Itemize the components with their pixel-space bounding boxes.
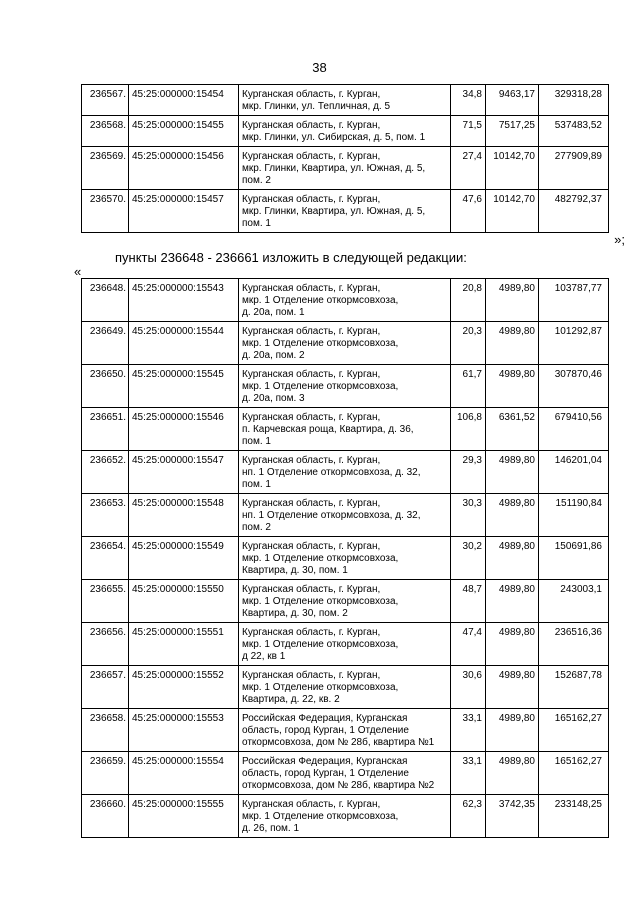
cadastral-value-cell: 537483,52 bbox=[539, 116, 609, 147]
address-line: Квартира, д. 22, кв. 2 bbox=[242, 694, 340, 705]
address-line: мкр. 1 Отделение откормсовхоза, bbox=[242, 596, 399, 607]
cadastral-number-cell: 45:25:000000:15553 bbox=[129, 709, 239, 752]
address-cell bbox=[239, 795, 451, 838]
rate-cell: 4989,80 bbox=[486, 666, 539, 709]
cadastral-number-cell: 45:25:000000:15554 bbox=[129, 752, 239, 795]
closing-quote: »; bbox=[614, 232, 625, 247]
address-line: Курганская область, г. Курган, bbox=[242, 584, 381, 595]
area-cell: 20,8 bbox=[451, 279, 486, 322]
item-number-cell: 236658. bbox=[82, 709, 129, 752]
item-number-cell: 236653. bbox=[82, 494, 129, 537]
address-line: мкр. 1 Отделение откормсовхоза, bbox=[242, 639, 399, 650]
address-line: д. 26, пом. 1 bbox=[242, 823, 300, 834]
cadastral-number-cell: 45:25:000000:15454 bbox=[129, 85, 239, 116]
cadastral-number-cell: 45:25:000000:15548 bbox=[129, 494, 239, 537]
address-line: д. 20а, пом. 2 bbox=[242, 350, 305, 361]
address-line: д 22, кв 1 bbox=[242, 651, 286, 662]
rate-cell: 3742,35 bbox=[486, 795, 539, 838]
address-line: Курганская область, г. Курган, bbox=[242, 120, 381, 131]
cadastral-number-cell: 45:25:000000:15552 bbox=[129, 666, 239, 709]
table-row bbox=[82, 365, 609, 408]
address-line: мкр. Глинки, Квартира, ул. Южная, д. 5, bbox=[242, 163, 426, 174]
area-cell: 30,3 bbox=[451, 494, 486, 537]
address-line: пом. 2 bbox=[242, 522, 271, 533]
address-cell bbox=[239, 752, 451, 795]
rate-cell: 4989,80 bbox=[486, 451, 539, 494]
rate-cell: 4989,80 bbox=[486, 709, 539, 752]
registry-table-top bbox=[81, 84, 609, 233]
area-cell: 47,6 bbox=[451, 190, 486, 233]
address-cell bbox=[239, 709, 451, 752]
address-line: д. 20а, пом. 1 bbox=[242, 307, 305, 318]
address-line: Курганская область, г. Курган, bbox=[242, 670, 381, 681]
address-cell bbox=[239, 279, 451, 322]
address-line: мкр. 1 Отделение откормсовхоза, bbox=[242, 295, 399, 306]
rate-cell: 4989,80 bbox=[486, 322, 539, 365]
rate-cell: 4989,80 bbox=[486, 494, 539, 537]
area-cell: 106,8 bbox=[451, 408, 486, 451]
address-line: нп. 1 Отделение откормсовхоза, д. 32, bbox=[242, 510, 421, 521]
rate-cell: 4989,80 bbox=[486, 537, 539, 580]
cadastral-value-cell: 243003,1 bbox=[539, 580, 609, 623]
table-row bbox=[82, 116, 609, 147]
cadastral-number-cell: 45:25:000000:15551 bbox=[129, 623, 239, 666]
item-number-cell: 236655. bbox=[82, 580, 129, 623]
cadastral-number-cell: 45:25:000000:15546 bbox=[129, 408, 239, 451]
rate-cell: 4989,80 bbox=[486, 365, 539, 408]
area-cell: 30,2 bbox=[451, 537, 486, 580]
address-line: Курганская область, г. Курган, bbox=[242, 326, 381, 337]
table-row bbox=[82, 666, 609, 709]
rate-cell: 6361,52 bbox=[486, 408, 539, 451]
address-cell bbox=[239, 451, 451, 494]
rate-cell: 9463,17 bbox=[486, 85, 539, 116]
address-cell bbox=[239, 408, 451, 451]
address-line: откормсовхоза, дом № 28б, квартира №1 bbox=[242, 737, 435, 748]
item-number-cell: 236656. bbox=[82, 623, 129, 666]
item-number-cell: 236650. bbox=[82, 365, 129, 408]
address-line: мкр. 1 Отделение откормсовхоза, bbox=[242, 682, 399, 693]
address-cell bbox=[239, 322, 451, 365]
address-line: пом. 2 bbox=[242, 175, 271, 186]
rate-cell: 4989,80 bbox=[486, 752, 539, 795]
address-line: область, город Курган, 1 Отделение bbox=[242, 768, 409, 779]
address-cell bbox=[239, 537, 451, 580]
address-line: мкр. 1 Отделение откормсовхоза, bbox=[242, 381, 399, 392]
address-cell bbox=[239, 190, 451, 233]
rate-cell: 4989,80 bbox=[486, 279, 539, 322]
table-row bbox=[82, 623, 609, 666]
cadastral-value-cell: 482792,37 bbox=[539, 190, 609, 233]
address-line: Курганская область, г. Курган, bbox=[242, 283, 381, 294]
area-cell: 34,8 bbox=[451, 85, 486, 116]
address-cell bbox=[239, 494, 451, 537]
rate-cell: 4989,80 bbox=[486, 580, 539, 623]
area-cell: 61,7 bbox=[451, 365, 486, 408]
cadastral-number-cell: 45:25:000000:15545 bbox=[129, 365, 239, 408]
item-number-cell: 236657. bbox=[82, 666, 129, 709]
table-row bbox=[82, 408, 609, 451]
address-line: Курганская область, г. Курган, bbox=[242, 369, 381, 380]
cadastral-value-cell: 103787,77 bbox=[539, 279, 609, 322]
cadastral-value-cell: 233148,25 bbox=[539, 795, 609, 838]
address-line: пом. 1 bbox=[242, 479, 271, 490]
rate-cell: 10142,70 bbox=[486, 147, 539, 190]
area-cell: 48,7 bbox=[451, 580, 486, 623]
address-line: Российская Федерация, Курганская bbox=[242, 756, 408, 767]
cadastral-value-cell: 152687,78 bbox=[539, 666, 609, 709]
rate-cell: 4989,80 bbox=[486, 623, 539, 666]
table-row bbox=[82, 451, 609, 494]
address-line: Курганская область, г. Курган, bbox=[242, 194, 381, 205]
address-line: мкр. 1 Отделение откормсовхоза, bbox=[242, 553, 399, 564]
area-cell: 30,6 bbox=[451, 666, 486, 709]
address-line: Курганская область, г. Курган, bbox=[242, 541, 381, 552]
item-number-cell: 236659. bbox=[82, 752, 129, 795]
opening-quote: « bbox=[74, 264, 82, 279]
area-cell: 33,1 bbox=[451, 709, 486, 752]
cadastral-number-cell: 45:25:000000:15456 bbox=[129, 147, 239, 190]
address-line: д. 20а, пом. 3 bbox=[242, 393, 305, 404]
area-cell: 20,3 bbox=[451, 322, 486, 365]
page-number: 38 bbox=[312, 60, 327, 75]
cadastral-number-cell: 45:25:000000:15457 bbox=[129, 190, 239, 233]
address-line: мкр. Глинки, ул. Тепличная, д. 5 bbox=[242, 101, 391, 112]
item-number-cell: 236649. bbox=[82, 322, 129, 365]
cadastral-value-cell: 165162,27 bbox=[539, 709, 609, 752]
address-line: Курганская область, г. Курган, bbox=[242, 89, 381, 100]
area-cell: 71,5 bbox=[451, 116, 486, 147]
address-cell bbox=[239, 85, 451, 116]
cadastral-number-cell: 45:25:000000:15544 bbox=[129, 322, 239, 365]
address-line: пом. 1 bbox=[242, 436, 271, 447]
cadastral-value-cell: 146201,04 bbox=[539, 451, 609, 494]
address-line: Российская Федерация, Курганская bbox=[242, 713, 408, 724]
address-line: Курганская область, г. Курган, bbox=[242, 412, 381, 423]
address-line: пом. 1 bbox=[242, 218, 271, 229]
table-row bbox=[82, 147, 609, 190]
table-row bbox=[82, 190, 609, 233]
address-cell bbox=[239, 623, 451, 666]
cadastral-value-cell: 307870,46 bbox=[539, 365, 609, 408]
address-line: область, город Курган, 1 Отделение bbox=[242, 725, 409, 736]
item-number-cell: 236570. bbox=[82, 190, 129, 233]
table-row bbox=[82, 795, 609, 838]
cadastral-value-cell: 329318,28 bbox=[539, 85, 609, 116]
table-row bbox=[82, 279, 609, 322]
amendment-instruction: пункты 236648 - 236661 изложить в следующей редакции: bbox=[115, 250, 467, 265]
rate-cell: 10142,70 bbox=[486, 190, 539, 233]
table-row bbox=[82, 85, 609, 116]
table-row bbox=[82, 494, 609, 537]
address-cell bbox=[239, 666, 451, 709]
cadastral-number-cell: 45:25:000000:15549 bbox=[129, 537, 239, 580]
cadastral-value-cell: 101292,87 bbox=[539, 322, 609, 365]
cadastral-number-cell: 45:25:000000:15547 bbox=[129, 451, 239, 494]
item-number-cell: 236652. bbox=[82, 451, 129, 494]
item-number-cell: 236569. bbox=[82, 147, 129, 190]
table-row bbox=[82, 709, 609, 752]
address-cell bbox=[239, 147, 451, 190]
cadastral-value-cell: 277909,89 bbox=[539, 147, 609, 190]
area-cell: 27,4 bbox=[451, 147, 486, 190]
rate-cell: 7517,25 bbox=[486, 116, 539, 147]
cadastral-number-cell: 45:25:000000:15550 bbox=[129, 580, 239, 623]
table-row bbox=[82, 322, 609, 365]
item-number-cell: 236660. bbox=[82, 795, 129, 838]
area-cell: 47,4 bbox=[451, 623, 486, 666]
cadastral-number-cell: 45:25:000000:15543 bbox=[129, 279, 239, 322]
address-line: Курганская область, г. Курган, bbox=[242, 498, 381, 509]
area-cell: 62,3 bbox=[451, 795, 486, 838]
address-line: Квартира, д. 30, пом. 1 bbox=[242, 565, 348, 576]
address-line: Курганская область, г. Курган, bbox=[242, 627, 381, 638]
table-row bbox=[82, 752, 609, 795]
address-line: Курганская область, г. Курган, bbox=[242, 151, 381, 162]
cadastral-value-cell: 236516,36 bbox=[539, 623, 609, 666]
cadastral-value-cell: 679410,56 bbox=[539, 408, 609, 451]
address-line: Квартира, д. 30, пом. 2 bbox=[242, 608, 348, 619]
table-top-body bbox=[82, 85, 609, 233]
address-cell bbox=[239, 116, 451, 147]
cadastral-value-cell: 165162,27 bbox=[539, 752, 609, 795]
table-row bbox=[82, 537, 609, 580]
table-main-body bbox=[82, 279, 609, 838]
item-number-cell: 236568. bbox=[82, 116, 129, 147]
address-line: мкр. 1 Отделение откормсовхоза, bbox=[242, 811, 399, 822]
cadastral-value-cell: 150691,86 bbox=[539, 537, 609, 580]
area-cell: 33,1 bbox=[451, 752, 486, 795]
address-cell bbox=[239, 365, 451, 408]
address-line: Курганская область, г. Курган, bbox=[242, 455, 381, 466]
address-line: мкр. Глинки, Квартира, ул. Южная, д. 5, bbox=[242, 206, 426, 217]
address-line: откормсовхоза, дом № 28б, квартира №2 bbox=[242, 780, 435, 791]
address-line: мкр. 1 Отделение откормсовхоза, bbox=[242, 338, 399, 349]
address-cell bbox=[239, 580, 451, 623]
cadastral-number-cell: 45:25:000000:15455 bbox=[129, 116, 239, 147]
area-cell: 29,3 bbox=[451, 451, 486, 494]
address-line: п. Карчевская роща, Квартира, д. 36, bbox=[242, 424, 414, 435]
item-number-cell: 236654. bbox=[82, 537, 129, 580]
address-line: мкр. Глинки, ул. Сибирская, д. 5, пом. 1 bbox=[242, 132, 426, 143]
item-number-cell: 236567. bbox=[82, 85, 129, 116]
table-row bbox=[82, 580, 609, 623]
item-number-cell: 236651. bbox=[82, 408, 129, 451]
cadastral-value-cell: 151190,84 bbox=[539, 494, 609, 537]
address-line: нп. 1 Отделение откормсовхоза, д. 32, bbox=[242, 467, 421, 478]
cadastral-number-cell: 45:25:000000:15555 bbox=[129, 795, 239, 838]
address-line: Курганская область, г. Курган, bbox=[242, 799, 381, 810]
item-number-cell: 236648. bbox=[82, 279, 129, 322]
registry-table-main bbox=[81, 278, 609, 838]
